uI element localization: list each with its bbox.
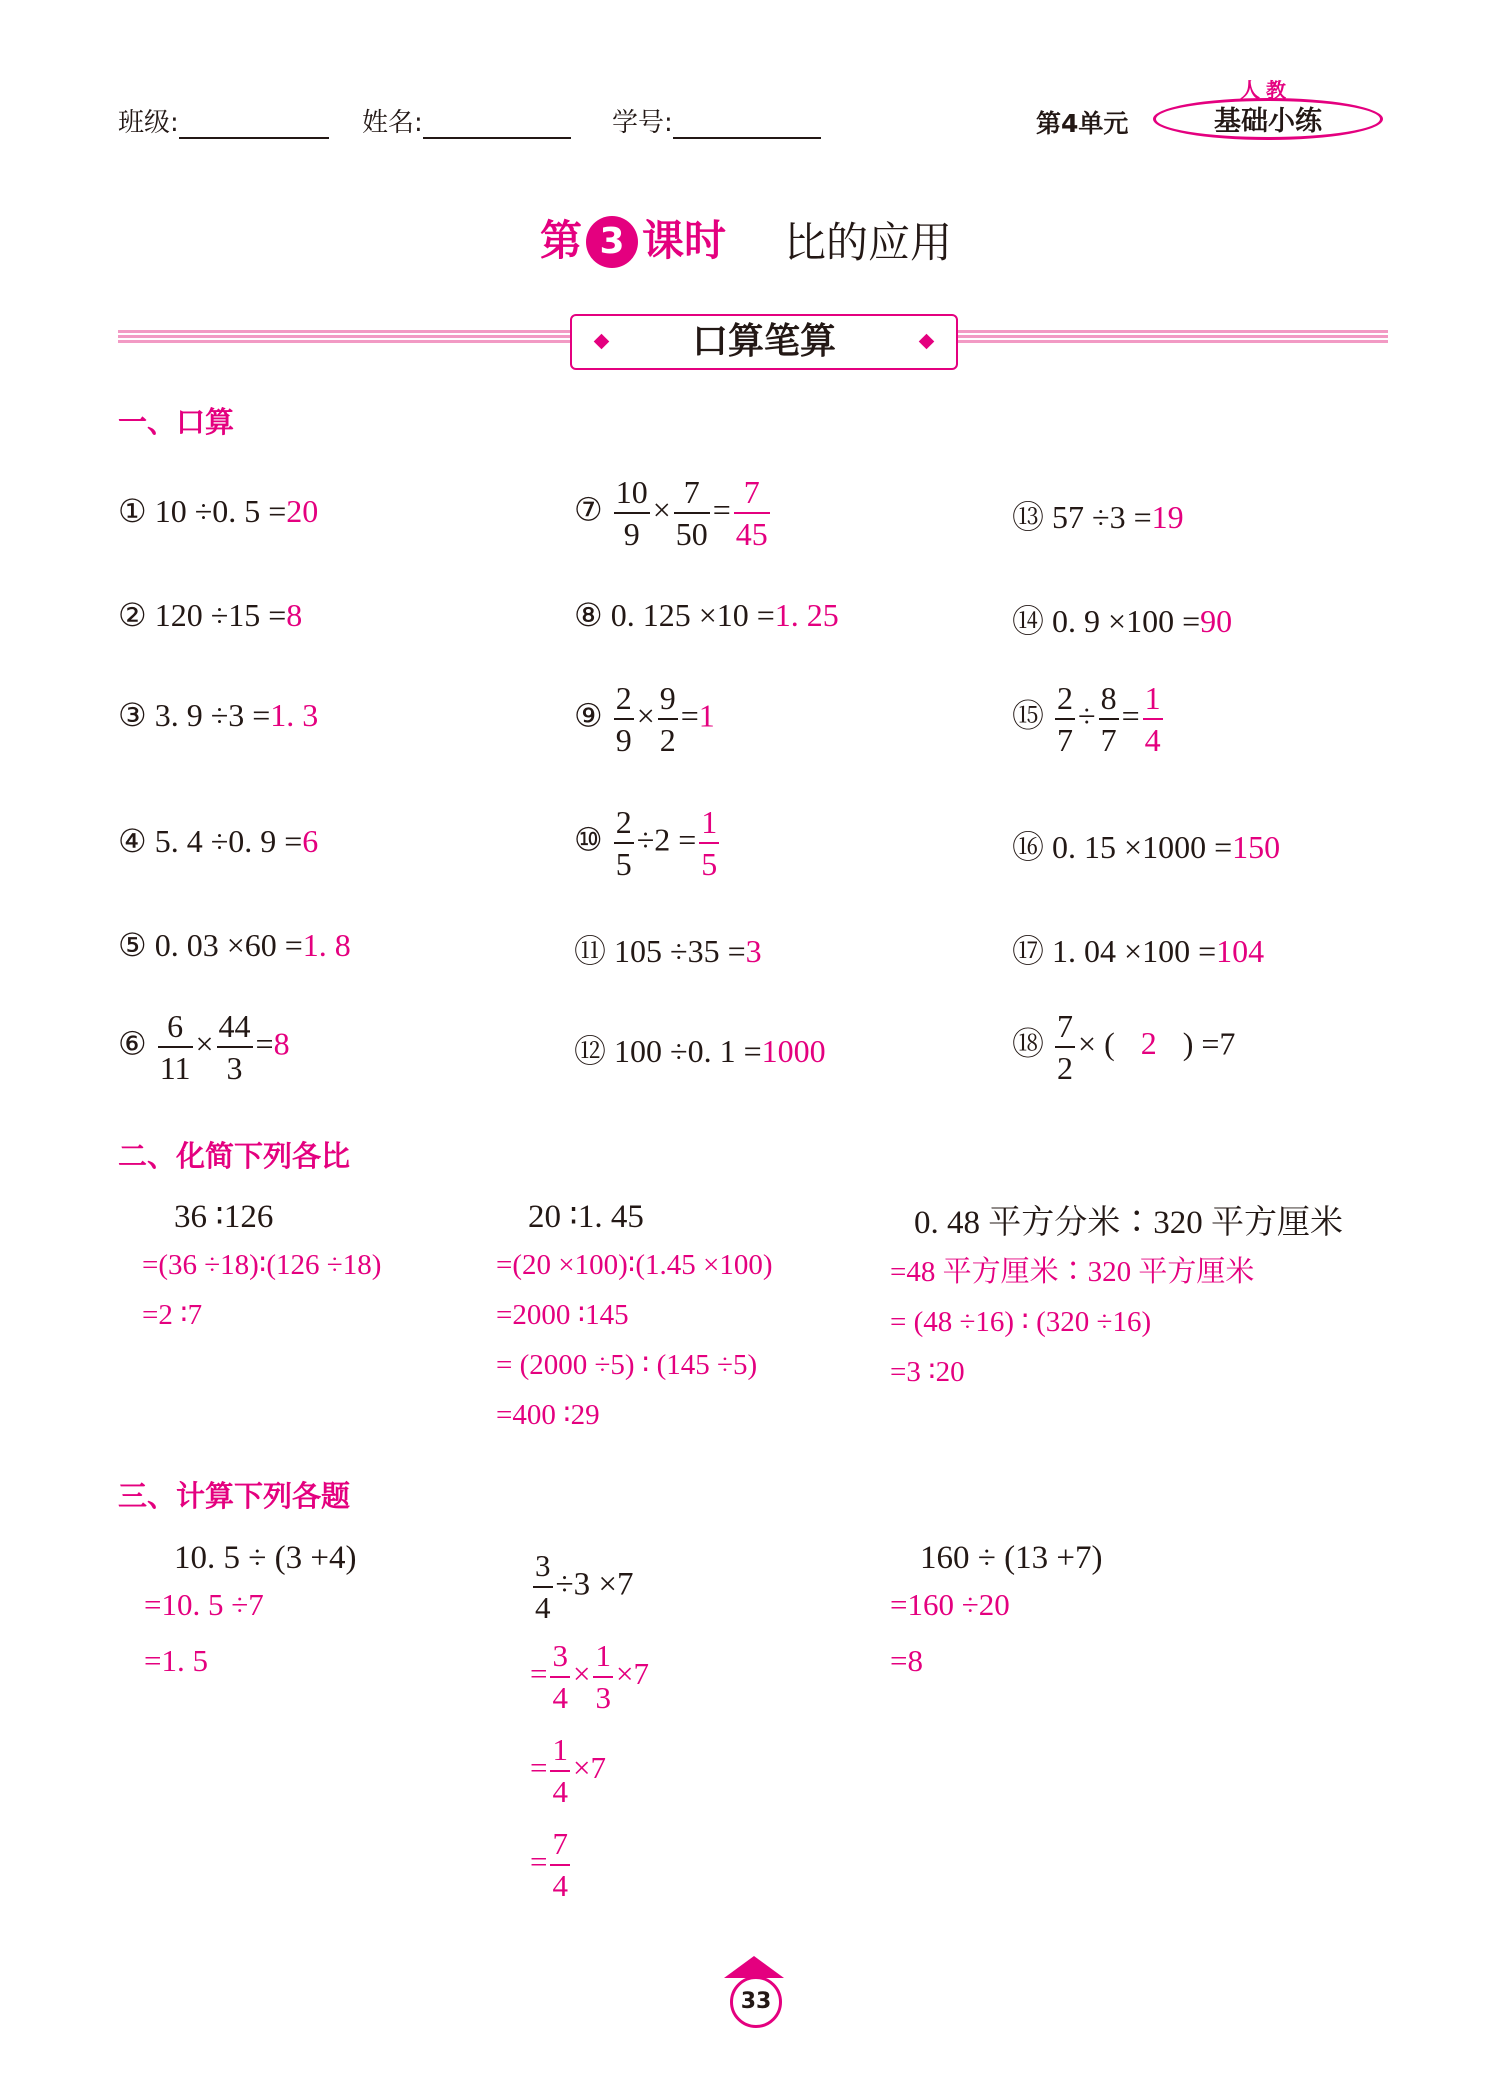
ratio-problem: 20 ∶1. 45 =(20 ×100)∶(1.45 ×100) =2000 ∶145 = (2000 ÷5) ∶ (145 ÷5) =400 ∶29 bbox=[496, 1199, 773, 1431]
id-blank[interactable] bbox=[673, 111, 821, 139]
oral-problem: ① 10 ÷0. 5 =20 bbox=[118, 493, 319, 529]
lesson-suffix: 课时 bbox=[642, 216, 727, 265]
section-banner bbox=[570, 314, 958, 370]
id-label: 学号: bbox=[612, 108, 673, 138]
oral-problem: ② 120 ÷15 =8 bbox=[118, 597, 303, 633]
oral-problem: ⑬ 57 ÷3 =19 bbox=[1012, 499, 1184, 535]
oral-problem: ⑱ $\frac{7}{2}$ × ( 2 ) =7 bbox=[1012, 1008, 1236, 1086]
id-field bbox=[612, 102, 821, 139]
oral-problem: ⑫ 100 ÷0. 1 =1000 bbox=[574, 1033, 826, 1069]
oral-problem: ⑪ 105 ÷35 =3 bbox=[574, 933, 762, 969]
series-top: 人教 bbox=[1240, 78, 1292, 102]
oral-problem: ③ 3. 9 ÷3 =1. 3 bbox=[118, 697, 319, 733]
oral-problem: ⑯ 0. 15 ×1000 =150 bbox=[1012, 829, 1281, 865]
oral-problem: ⑭ 0. 9 ×100 =90 bbox=[1012, 603, 1233, 639]
lesson-number: 3 bbox=[586, 216, 638, 268]
class-blank[interactable] bbox=[179, 111, 329, 139]
oral-problem: ④ 5. 4 ÷0. 9 =6 bbox=[118, 823, 319, 859]
calc-problem: $\frac{3}{4}$ ÷3 ×7 = $\frac{3}{4}$ × $\frac{1}{3}$ ×7 = $\frac{1}{4}$ ×7 = $\frac{7}{4}$ bbox=[530, 1548, 649, 1903]
oral-problem: ⑦ $\frac{10}{9}$ × $\frac{7}{50}$ = $\frac{7}{45}$ bbox=[574, 474, 768, 552]
ratio-problem: 36 ∶126 =(36 ÷18)∶(126 ÷18) =2 ∶7 bbox=[142, 1199, 382, 1331]
calc-problem: 160 ÷ (13 +7) =160 ÷20 =8 bbox=[890, 1540, 1103, 1678]
house-roof-icon bbox=[724, 1956, 784, 1978]
diamond-icon bbox=[594, 334, 610, 350]
calc-problem: 10. 5 ÷ (3 +4) =10. 5 ÷7 =1. 5 bbox=[144, 1540, 357, 1678]
lesson-prefix: 第 bbox=[540, 216, 583, 265]
banner-title: 口算笔算 bbox=[691, 321, 836, 362]
unit-label: 第4单元 bbox=[1036, 109, 1129, 138]
oral-problem: ⑧ 0. 125 ×10 =1. 25 bbox=[574, 597, 839, 633]
oral-problem: ⑨ $\frac{2}{9}$ × $\frac{9}{2}$ =1 bbox=[574, 680, 715, 758]
diamond-icon bbox=[919, 334, 935, 350]
section-heading-oral: 一、口算 bbox=[118, 405, 235, 439]
class-field bbox=[118, 102, 329, 139]
lesson-title bbox=[540, 208, 726, 268]
lesson-topic: 比的应用 bbox=[784, 218, 953, 267]
name-blank[interactable] bbox=[423, 111, 571, 139]
section-heading-calc: 三、计算下列各题 bbox=[118, 1479, 351, 1513]
oral-problem: ⑮ $\frac{2}{7}$ ÷ $\frac{8}{7}$ = $\frac{1}{4}$ bbox=[1012, 680, 1161, 758]
name-label: 姓名: bbox=[362, 108, 423, 138]
series-badge: 基础小练 bbox=[1153, 98, 1383, 140]
name-field bbox=[362, 102, 571, 139]
oral-problem: ⑰ 1. 04 ×100 =104 bbox=[1012, 933, 1265, 969]
section-heading-ratio: 二、化简下列各比 bbox=[118, 1139, 351, 1173]
page-number: 33 bbox=[730, 1976, 782, 2028]
ratio-problem: 0. 48 平方分米∶320 平方厘米 =48 平方厘米∶320 平方厘米 = (48 ÷16) ∶ (320 ÷16) =3 ∶20 bbox=[890, 1205, 1343, 1388]
oral-problem: ⑥ $\frac{6}{11}$ × $\frac{44}{3}$ =8 bbox=[118, 1008, 290, 1086]
class-label: 班级: bbox=[118, 108, 179, 138]
oral-problem: ⑤ 0. 03 ×60 =1. 8 bbox=[118, 927, 351, 963]
oral-problem: ⑩ $\frac{2}{5}$ ÷2 = $\frac{1}{5}$ bbox=[574, 804, 718, 882]
